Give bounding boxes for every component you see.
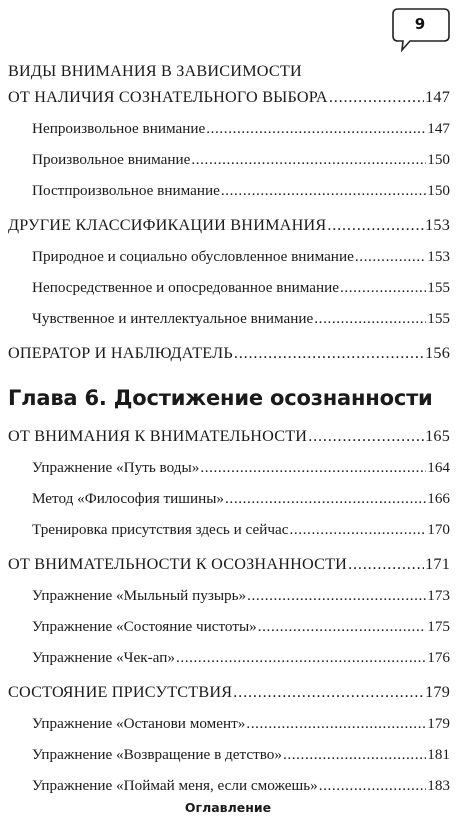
dot-leader xyxy=(348,549,424,580)
toc-section-title: ОПЕРАТОР И НАБЛЮДАТЕЛЬ xyxy=(8,344,233,362)
toc-subentry xyxy=(8,175,450,206)
toc-subentry-title: Природное и социально обусловленное внимание xyxy=(32,248,354,265)
toc-subentry xyxy=(8,241,450,272)
toc-subentry xyxy=(8,708,450,739)
toc-page-number: 171 xyxy=(425,555,450,573)
toc-subentry-title: Упражнение «Мыльный пузырь» xyxy=(32,587,247,604)
toc-subentry-title: Произвольное внимание xyxy=(32,151,191,168)
dot-leader xyxy=(283,739,426,770)
dot-leader xyxy=(319,770,426,801)
toc-subentry xyxy=(8,580,450,611)
toc-subentry xyxy=(8,144,450,175)
dot-leader xyxy=(176,642,426,673)
running-footer: Оглавление xyxy=(184,800,272,815)
dot-leader xyxy=(308,421,424,452)
toc-subentry-title: Упражнение «Останови момент» xyxy=(32,715,246,732)
toc-page-number: 179 xyxy=(427,715,450,732)
toc-subentry-title: Непосредственное и опосредованное внимание xyxy=(32,279,339,296)
dot-leader xyxy=(233,677,424,708)
toc-subentry-title: Упражнение «Состояние чистоты» xyxy=(32,618,257,635)
toc-page-number: 147 xyxy=(425,88,450,106)
toc-page-number: 155 xyxy=(427,279,450,296)
toc-page-number: 173 xyxy=(427,587,450,604)
toc-section-entry xyxy=(8,82,450,113)
toc-section-title: СОСТОЯНИЕ ПРИСУТСТВИЯ xyxy=(8,683,233,701)
toc-subentry xyxy=(8,514,450,545)
toc-subentry xyxy=(8,452,450,483)
dot-leader xyxy=(327,210,424,241)
toc-subentry-title: Метод «Философия тишины» xyxy=(32,490,225,507)
dot-leader xyxy=(355,241,426,272)
dot-leader xyxy=(314,303,426,334)
toc-subentry-title: Непроизвольное внимание xyxy=(32,120,206,137)
chapter-title: Глава 6. Достижение осознанности xyxy=(8,386,433,410)
toc-page-number: 153 xyxy=(425,216,450,234)
dot-leader xyxy=(221,175,426,206)
toc-subentry xyxy=(8,770,450,801)
toc-subentry-title: Упражнение «Чек-ап» xyxy=(32,649,175,666)
toc-subentry-title: Упражнение «Возвращение в детство» xyxy=(32,746,282,763)
dot-leader xyxy=(258,611,426,642)
toc-page-number: 175 xyxy=(427,618,450,635)
toc-page-number: 170 xyxy=(427,521,450,538)
toc-page-number: 150 xyxy=(427,182,450,199)
toc-section-entry xyxy=(8,549,450,580)
toc-subentry xyxy=(8,303,450,334)
toc-subentry-title: Упражнение «Поймай меня, если сможешь» xyxy=(32,777,318,794)
dot-leader xyxy=(246,708,426,739)
dot-leader xyxy=(247,580,426,611)
toc-section-title: ОТ НАЛИЧИЯ СОЗНАТЕЛЬНОГО ВЫБОРА xyxy=(8,88,328,106)
toc-page-number: 150 xyxy=(427,151,450,168)
toc-section-title: ВИДЫ ВНИМАНИЯ В ЗАВИСИМОСТИ xyxy=(8,62,302,80)
toc-page-number: 155 xyxy=(427,310,450,327)
toc-page-number: 153 xyxy=(427,248,450,265)
toc-subentry xyxy=(8,642,450,673)
toc-page-number: 164 xyxy=(427,459,450,476)
toc-subentry xyxy=(8,611,450,642)
toc-section-entry xyxy=(8,677,450,708)
toc-section-entry xyxy=(8,421,450,452)
toc-section-entry xyxy=(8,338,450,369)
toc-subentry xyxy=(8,739,450,770)
toc-section-title: ОТ ВНИМАТЕЛЬНОСТИ К ОСОЗНАННОСТИ xyxy=(8,555,348,573)
dot-leader xyxy=(206,113,426,144)
dot-leader xyxy=(234,338,424,369)
toc-subentry xyxy=(8,272,450,303)
toc-page-number: 181 xyxy=(427,746,450,763)
toc-section-heading xyxy=(8,60,450,82)
dot-leader xyxy=(340,272,426,303)
toc-subentry xyxy=(8,113,450,144)
page-number: 9 xyxy=(414,15,426,33)
toc-subentry-title: Постпроизвольное внимание xyxy=(32,182,220,199)
toc-page-number: 166 xyxy=(427,490,450,507)
toc-page-number: 147 xyxy=(427,120,450,137)
dot-leader xyxy=(200,452,426,483)
dot-leader xyxy=(329,82,424,113)
toc-page-number: 176 xyxy=(427,649,450,666)
toc-subentry-title: Упражнение «Путь воды» xyxy=(32,459,200,476)
toc-section-title: ДРУГИЕ КЛАССИФИКАЦИИ ВНИМАНИЯ xyxy=(8,216,327,234)
toc-subentry xyxy=(8,483,450,514)
toc-subentry-title: Чувственное и интеллектуальное внимание xyxy=(32,310,314,327)
toc-page-number: 179 xyxy=(425,683,450,701)
toc-page-number: 165 xyxy=(425,427,450,445)
dot-leader xyxy=(225,483,426,514)
toc-section-title: ОТ ВНИМАНИЯ К ВНИМАТЕЛЬНОСТИ xyxy=(8,427,308,445)
table-of-contents xyxy=(8,60,450,801)
page-number-badge xyxy=(388,6,452,52)
toc-page-number: 156 xyxy=(425,344,450,362)
toc-page-number: 183 xyxy=(427,777,450,794)
dot-leader xyxy=(289,514,426,545)
toc-subentry-title: Тренировка присутствия здесь и сейчас xyxy=(32,521,289,538)
toc-section-entry xyxy=(8,210,450,241)
dot-leader xyxy=(191,144,426,175)
